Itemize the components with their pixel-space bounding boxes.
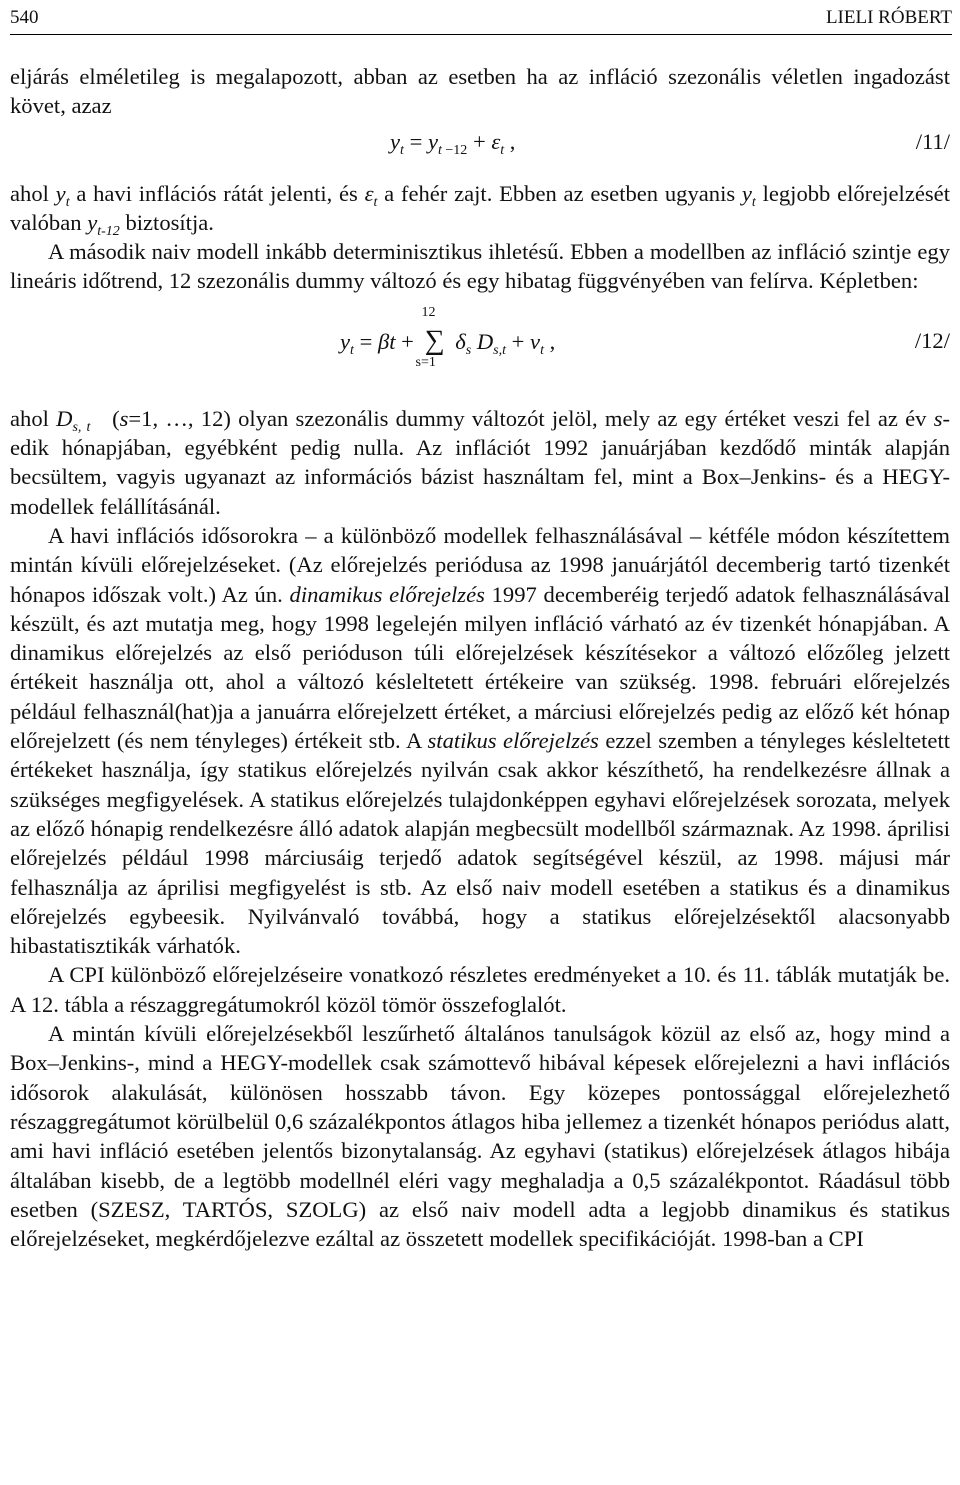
running-author: LIELI RÓBERT [825, 7, 952, 28]
page-number: 540 [10, 7, 39, 28]
paragraph-4: ahol $D_{s, t}$ (s=1, …, 12) olyan szezonális dummy változót jelöl, mely az egy értéket veszi fel az év s-edik hónapjában, egyébként pedig nulla. Az inflációt 1992 januárjában kezdődő minták alapján becsültem, vagyis ugyanazt az információs bázist használtam fel, mint a Box–Jenkins- és a HEGY-modellek felállításánál. [10, 405, 951, 519]
paragraph-5: A havi inflációs idősorokra – a különböző modellek felhasználásával – kétféle módon készítettem mintán kívüli előrejelzéseket. (Az előrejelzés periódusa az 1998 januárjától decemberig tartó tizenkét hónapos időszak volt.) Az ún. dinamikus előrejelzés 1997 decemberéig terjedő adatok felhasználásával készült, és azt mutatja meg, hogy 1998 legelején milyen infláció várható az év tizenkét hónapjában. A dinamikus előrejelzés az első perióduson túli előrejelzések készítésekor a változó előzőleg jelzett értékeit használja ott, ahol a változó késleltetett értékeire van szükség. 1998. februári előrejelzés például felhasznál(hat)ja a januárra előrejelzett értéket, a márciusi előrejelzés pedig az előző két hónap előrejelzett (és nem tényleges) értékeit stb. A statikus előrejelzés ezzel szemben a tényleges késleltetett értékeket használja, így statikus előrejelzés nyilván csak akkor készíthető, ha rendelkezésre állnak a szükséges megfigyelések. A statikus előrejelzés tulajdonképpen egyhavi előrejelzések sorozata, melyek az előző hónapig rendelkezésre álló adatok alapján megbecsült modellből származnak. Az 1998. áprilisi előrejelzés például 1998 márciusáig terjedő adatok segítségével készül, az 1998. májusi már felhasználja az áprilisi megfigyelést is stb. Az első naiv modell esetében a statikus és a dinamikus előrejelzés egybeesik. Nyilvánvaló továbbá, hogy a statikus előrejelzésektől alacsonyabb hibastatisztikák várhatók. [10, 522, 951, 959]
paragraph-6: A CPI különböző előrejelzéseire vonatkozó részletes eredményeket a 10. és 11. táblák mutatják be. A 12. tábla a részaggregátumokról közöl tömör összefoglalót. [10, 962, 950, 1017]
paragraph-2: ahol $y_t$ a havi inflációs rátát jelenti, és $\varepsilon_t$ a fehér zajt. Ebben az esetben ugyanis $y_t$ legjobb előrejelzését valóban $y_{t-12}$ biztosítja. [10, 180, 950, 239]
running-header [10, 2, 952, 35]
summation-sign: 12 ∑ s=1 [415, 304, 445, 370]
equation-11 [10, 121, 950, 179]
equation-12-formula: $y_t = \beta t$ + 12 ∑ s=1 $\delta_s$ $D_{s,t} + \nu_t$ , [340, 304, 556, 370]
paragraph-7: A mintán kívüli előrejelzésekből leszűrhető általános tanulságok közül az első az, hogy mind a Box–Jenkins-, mind a HEGY-modellek csak számottevő hibával képesek előrejelezni a havi inflációs idősorok alakulását, különösen hosszabb távon. Egy közepes pontossággal előrejelezhető részaggregátumot körülbelül 0,6 százalékpontos átlagos hiba jellemez a tizenkét hónapos periódus alatt, ami havi infláció esetében jelentős bizonytalanság. Az egyhavi (statikus) előrejelzések átlagos hibája általában kisebb, de a legtöbb modellnél eléri vagy meghaladja a 0,5 százalékpontot. Ráadásul több esetben (SZESZ, TARTÓS, SZOLG) az első naiv modell adta a legjobb dinamikus és statikus előrejelzéseket, megkérdőjelezve ezáltal az összetett modellek specifikációját. 1998-ban a CPI [10, 1021, 950, 1252]
term-dynamic-forecast: dinamikus előrejelzés [289, 581, 485, 607]
paragraph-3: A második naiv modell inkább determinisztikus ihletésű. Ebben a modellben az infláció szintje egy lineáris időtrend, 12 szezonális dummy változó és egy hibatag függvényében van felírva. Képletben: [10, 239, 950, 294]
equation-12 [10, 296, 950, 404]
paragraph-1: eljárás elméletileg is megalapozott, abban az esetben ha az infláció szezonális véletlen ingadozást követ, azaz [10, 64, 950, 119]
term-static-forecast: statikus előrejelzés [427, 728, 599, 754]
equation-12-number: /12/ [914, 327, 950, 353]
body-text [10, 62, 950, 1253]
equation-11-number: /11/ [915, 128, 950, 154]
equation-11-formula: $y_t = y_{t -12} + \varepsilon_t$ , [390, 128, 516, 158]
